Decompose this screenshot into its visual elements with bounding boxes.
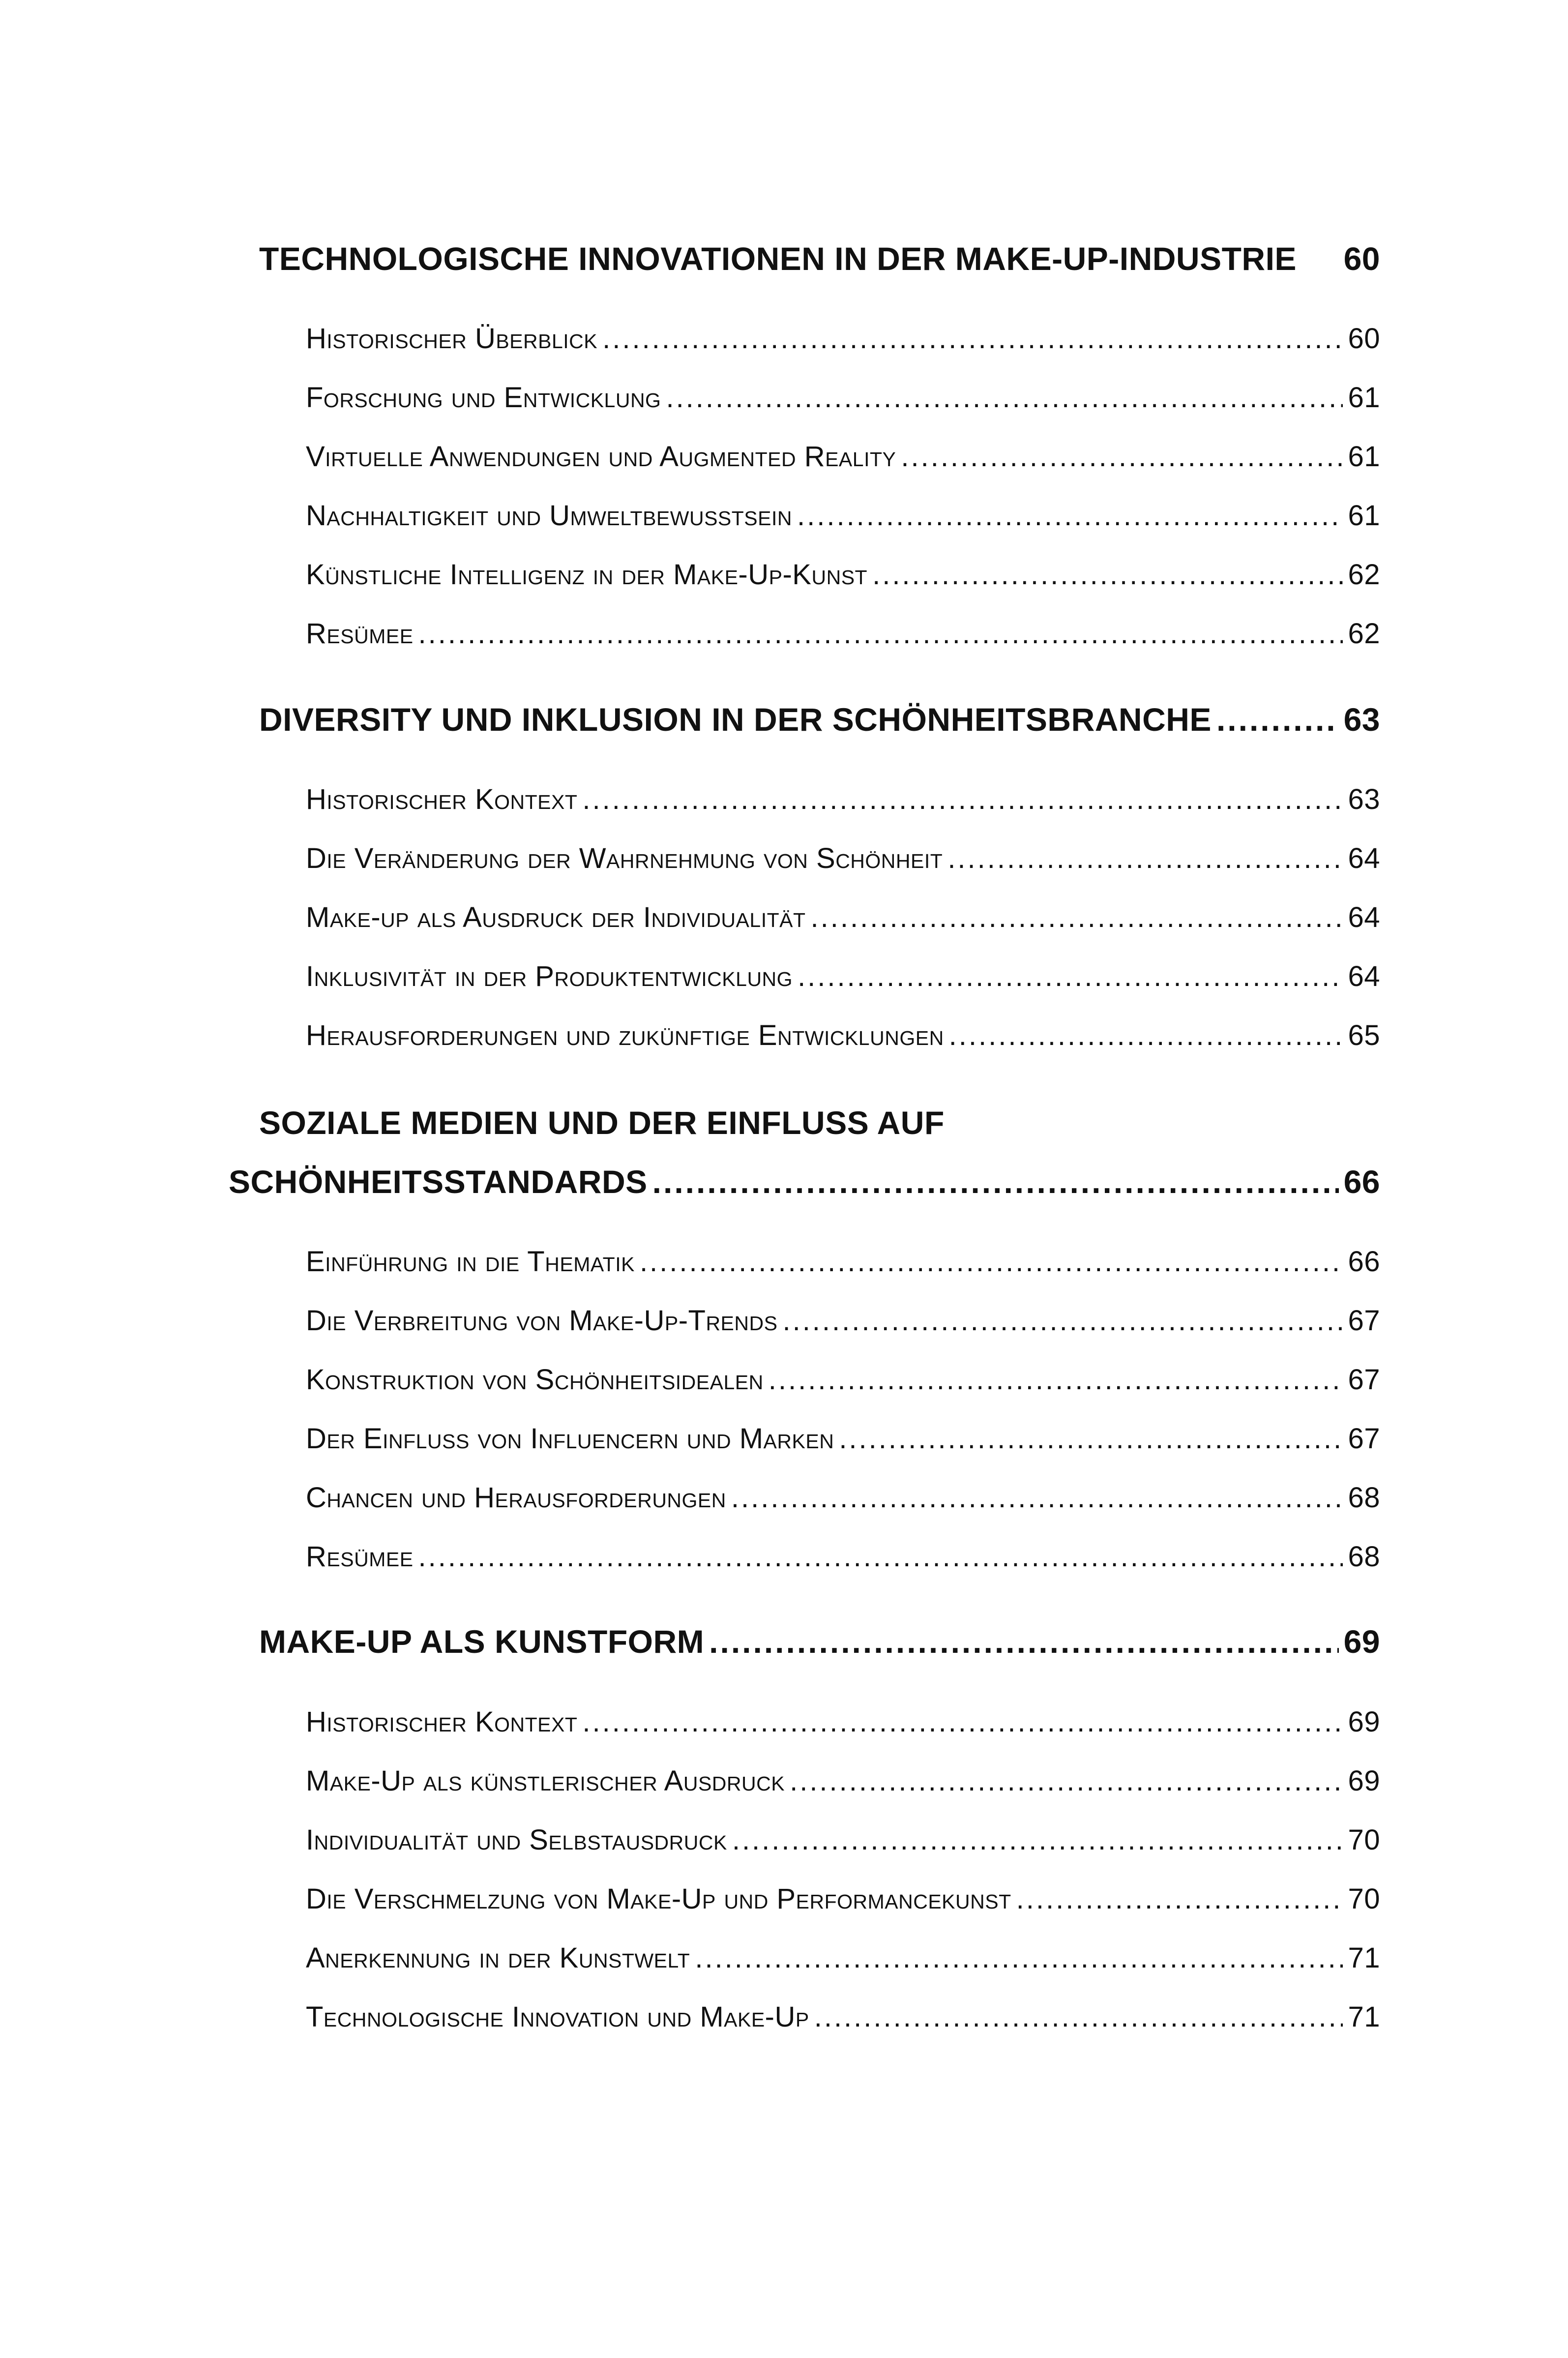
dot-leader [872, 558, 1343, 591]
toc-chapter-entry-continued[interactable] [229, 1163, 1380, 1200]
page-number: 62 [1348, 618, 1380, 650]
page-number: 64 [1348, 842, 1380, 874]
section-title: Einführung in die Thematik [306, 1246, 635, 1278]
dot-leader [1216, 701, 1339, 738]
section-title: Inklusivität in der Produktentwicklung [306, 960, 793, 992]
dot-leader [790, 1764, 1343, 1797]
page-number: 68 [1348, 1482, 1380, 1514]
dot-leader [418, 1540, 1343, 1573]
chapter-title: MAKE-UP ALS KUNSTFORM [259, 1623, 705, 1660]
toc-section-entry[interactable] [306, 381, 1380, 414]
dot-leader [901, 440, 1343, 473]
toc-section-entry[interactable] [306, 1422, 1380, 1455]
dot-leader [418, 617, 1343, 650]
page-number: 60 [1343, 240, 1380, 277]
dot-leader [732, 1823, 1343, 1856]
toc-chapter-entry[interactable] [259, 1623, 1380, 1660]
section-title: Konstruktion von Schönheitsidealen [306, 1364, 764, 1396]
dot-leader [947, 842, 1343, 875]
page-number: 63 [1348, 783, 1380, 815]
page-number: 64 [1348, 960, 1380, 992]
section-title: Historischer Überblick [306, 323, 598, 355]
page-number: 71 [1348, 2001, 1380, 2033]
toc-section-entry[interactable] [306, 1019, 1380, 1052]
page-number: 71 [1348, 1942, 1380, 1974]
toc-section-entry[interactable] [306, 2000, 1380, 2033]
page-number: 67 [1348, 1305, 1380, 1337]
section-title: Chancen und Herausforderungen [306, 1482, 726, 1514]
toc-section-entry[interactable] [306, 1764, 1380, 1797]
dot-leader [814, 2000, 1343, 2033]
page-number: 61 [1348, 500, 1380, 532]
section-title: Technologische Innovation und Make-Up [306, 2001, 809, 2033]
chapter-title: SOZIALE MEDIEN UND DER EINFLUSS AUF [259, 1104, 945, 1141]
page-number: 66 [1348, 1246, 1380, 1278]
page-number: 68 [1348, 1541, 1380, 1573]
toc-section-entry[interactable] [306, 783, 1380, 816]
dot-leader [797, 499, 1343, 532]
section-title: Die Veränderung der Wahrnehmung von Schönheit [306, 842, 943, 874]
dot-leader [811, 901, 1343, 934]
page-number: 61 [1348, 441, 1380, 473]
dot-leader [602, 322, 1343, 355]
page-number: 69 [1343, 1623, 1380, 1660]
toc-section-entry[interactable] [306, 1823, 1380, 1856]
dot-leader [731, 1481, 1343, 1514]
toc-section-entry[interactable] [306, 901, 1380, 934]
toc-section-entry[interactable] [306, 440, 1380, 473]
dot-leader [709, 1623, 1338, 1660]
dot-leader [798, 960, 1343, 993]
chapter-title: TECHNOLOGISCHE INNOVATIONEN IN DER MAKE-UP-INDUSTRIE [259, 240, 1297, 277]
toc-section-entry[interactable] [306, 558, 1380, 591]
dot-leader [666, 381, 1343, 414]
section-title: Virtuelle Anwendungen und Augmented Reality [306, 441, 896, 473]
dot-leader [1016, 1882, 1343, 1915]
toc-section-entry[interactable] [306, 1481, 1380, 1514]
section-title: Make-Up als künstlerischer Ausdruck [306, 1765, 785, 1797]
toc-section-entry[interactable] [306, 1304, 1380, 1337]
page-number: 61 [1348, 382, 1380, 414]
dot-leader [582, 1705, 1343, 1738]
dot-leader [839, 1422, 1343, 1455]
page-number: 67 [1348, 1423, 1380, 1455]
toc-chapter-entry[interactable] [259, 240, 1380, 277]
section-title: Resümee [306, 1541, 414, 1573]
toc-section-entry[interactable] [306, 499, 1380, 532]
dot-leader [582, 783, 1343, 816]
section-title: Resümee [306, 618, 414, 650]
section-title: Historischer Kontext [306, 1706, 578, 1738]
page-number: 70 [1348, 1824, 1380, 1856]
chapter-title: SCHÖNHEITSSTANDARDS [229, 1164, 648, 1200]
dot-leader [949, 1019, 1343, 1052]
section-title: Historischer Kontext [306, 783, 578, 815]
toc-chapter-entry[interactable] [259, 1104, 1380, 1141]
section-title: Die Verbreitung von Make-Up-Trends [306, 1305, 778, 1337]
toc-section-entry[interactable] [306, 1363, 1380, 1396]
toc-section-entry[interactable] [306, 1705, 1380, 1738]
page-number: 62 [1348, 559, 1380, 591]
page-number: 66 [1343, 1164, 1380, 1200]
chapter-title: DIVERSITY UND INKLUSION IN DER SCHÖNHEITSBRANCHE [259, 701, 1212, 738]
toc-section-entry[interactable] [306, 842, 1380, 875]
page-number: 64 [1348, 901, 1380, 933]
section-title: Nachhaltigkeit und Umweltbewusstsein [306, 500, 792, 532]
toc-section-entry[interactable] [306, 1941, 1380, 1974]
section-title: Forschung und Entwicklung [306, 382, 661, 414]
section-title: Der Einfluss von Influencern und Marken [306, 1423, 834, 1455]
section-title: Individualität und Selbstausdruck [306, 1824, 727, 1856]
section-title: Make-up als Ausdruck der Individualität [306, 901, 806, 933]
dot-leader [782, 1304, 1343, 1337]
toc-section-entry[interactable] [306, 1882, 1380, 1915]
page-number: 67 [1348, 1364, 1380, 1396]
dot-leader [652, 1163, 1339, 1200]
section-title: Die Verschmelzung von Make-Up und Performancekunst [306, 1883, 1011, 1915]
dot-leader [640, 1245, 1343, 1278]
toc-section-entry[interactable] [306, 960, 1380, 993]
page-number: 70 [1348, 1883, 1380, 1915]
page-number: 60 [1348, 323, 1380, 355]
page-number: 65 [1348, 1019, 1380, 1051]
toc-section-entry[interactable] [306, 1540, 1380, 1573]
page-number: 69 [1348, 1706, 1380, 1738]
page-number: 69 [1348, 1765, 1380, 1797]
page-number: 63 [1343, 701, 1380, 738]
toc-section-entry[interactable] [306, 322, 1380, 355]
dot-leader [769, 1363, 1343, 1396]
toc-chapter-entry[interactable] [259, 701, 1380, 738]
section-title: Anerkennung in der Kunstwelt [306, 1942, 690, 1974]
toc-section-entry[interactable] [306, 617, 1380, 650]
section-title: Künstliche Intelligenz in der Make-Up-Kunst [306, 559, 868, 591]
section-title: Herausforderungen und zukünftige Entwicklungen [306, 1019, 944, 1051]
dot-leader [695, 1941, 1343, 1974]
toc-section-entry[interactable] [306, 1245, 1380, 1278]
